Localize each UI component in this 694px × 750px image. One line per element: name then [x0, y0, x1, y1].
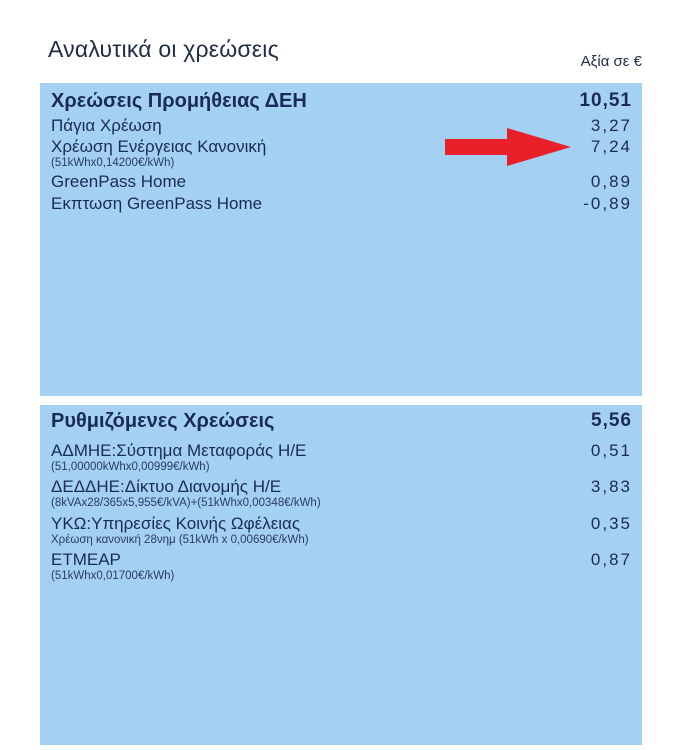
arrow-shape: [445, 128, 571, 166]
charge-value: -0,89: [583, 194, 632, 213]
charge-value: 3,27: [590, 116, 632, 135]
charge-row: [51, 514, 632, 547]
page-title: Αναλυτικά οι χρεώσεις: [48, 36, 279, 62]
charge-label: ΔΕΔΔΗΕ:Δίκτυο Διανομής Η/Ε: [51, 477, 282, 496]
charge-label: ΥΚΩ:Υπηρεσίες Κοινής Ωφέλειας: [51, 514, 301, 533]
charge-label: GreenPass Home: [51, 172, 187, 191]
charge-value: 0,89: [590, 172, 632, 191]
regulated-heading-row: [51, 409, 632, 433]
charge-label: ΑΔΜΗΕ:Σύστημα Μεταφοράς Η/Ε: [51, 441, 307, 460]
charge-value: 0,87: [590, 550, 632, 569]
charge-detail: Χρέωση κανονική 28νημ (51kWh x 0,00690€/kWh): [51, 534, 309, 546]
supply-total: 10,51: [579, 90, 632, 111]
charge-label: Πάγια Χρέωση: [51, 116, 162, 135]
charge-label: Εκπτωση GreenPass Home: [51, 194, 263, 213]
red-arrow-icon: [445, 128, 575, 166]
supply-title: Χρεώσεις Προμήθειας ΔΕΗ: [51, 90, 307, 112]
regulated-title: Ρυθμιζόμενες Χρεώσεις: [51, 410, 275, 432]
charge-detail: (51kWhx0,14200€/kWh): [51, 157, 175, 169]
charge-value: 7,24: [590, 137, 632, 156]
charge-row: [51, 550, 632, 583]
supply-heading-row: [51, 89, 632, 113]
regulated-charges-panel: [40, 405, 642, 745]
charge-label: Χρέωση Ενέργειας Κανονική: [51, 137, 267, 156]
charge-value: 0,35: [590, 514, 632, 533]
charge-label: ΕΤΜΕΑΡ: [51, 550, 121, 569]
charge-detail: (8kVAx28/365x5,955€/kVA)+(51kWhx0,00348€/kWh): [51, 497, 321, 509]
charge-value: 0,51: [590, 441, 632, 460]
charge-detail: (51kWhx0,01700€/kWh): [51, 570, 175, 582]
regulated-total: 5,56: [591, 410, 632, 431]
charge-value: 3,83: [590, 477, 632, 496]
charge-row: [51, 172, 632, 192]
charge-row: [51, 477, 632, 510]
charge-row: [51, 441, 632, 474]
charge-detail: (51,00000kWhx0,00999€/kWh): [51, 461, 210, 473]
charge-row: [51, 194, 632, 214]
currency-note: Αξία σε €: [580, 53, 642, 70]
